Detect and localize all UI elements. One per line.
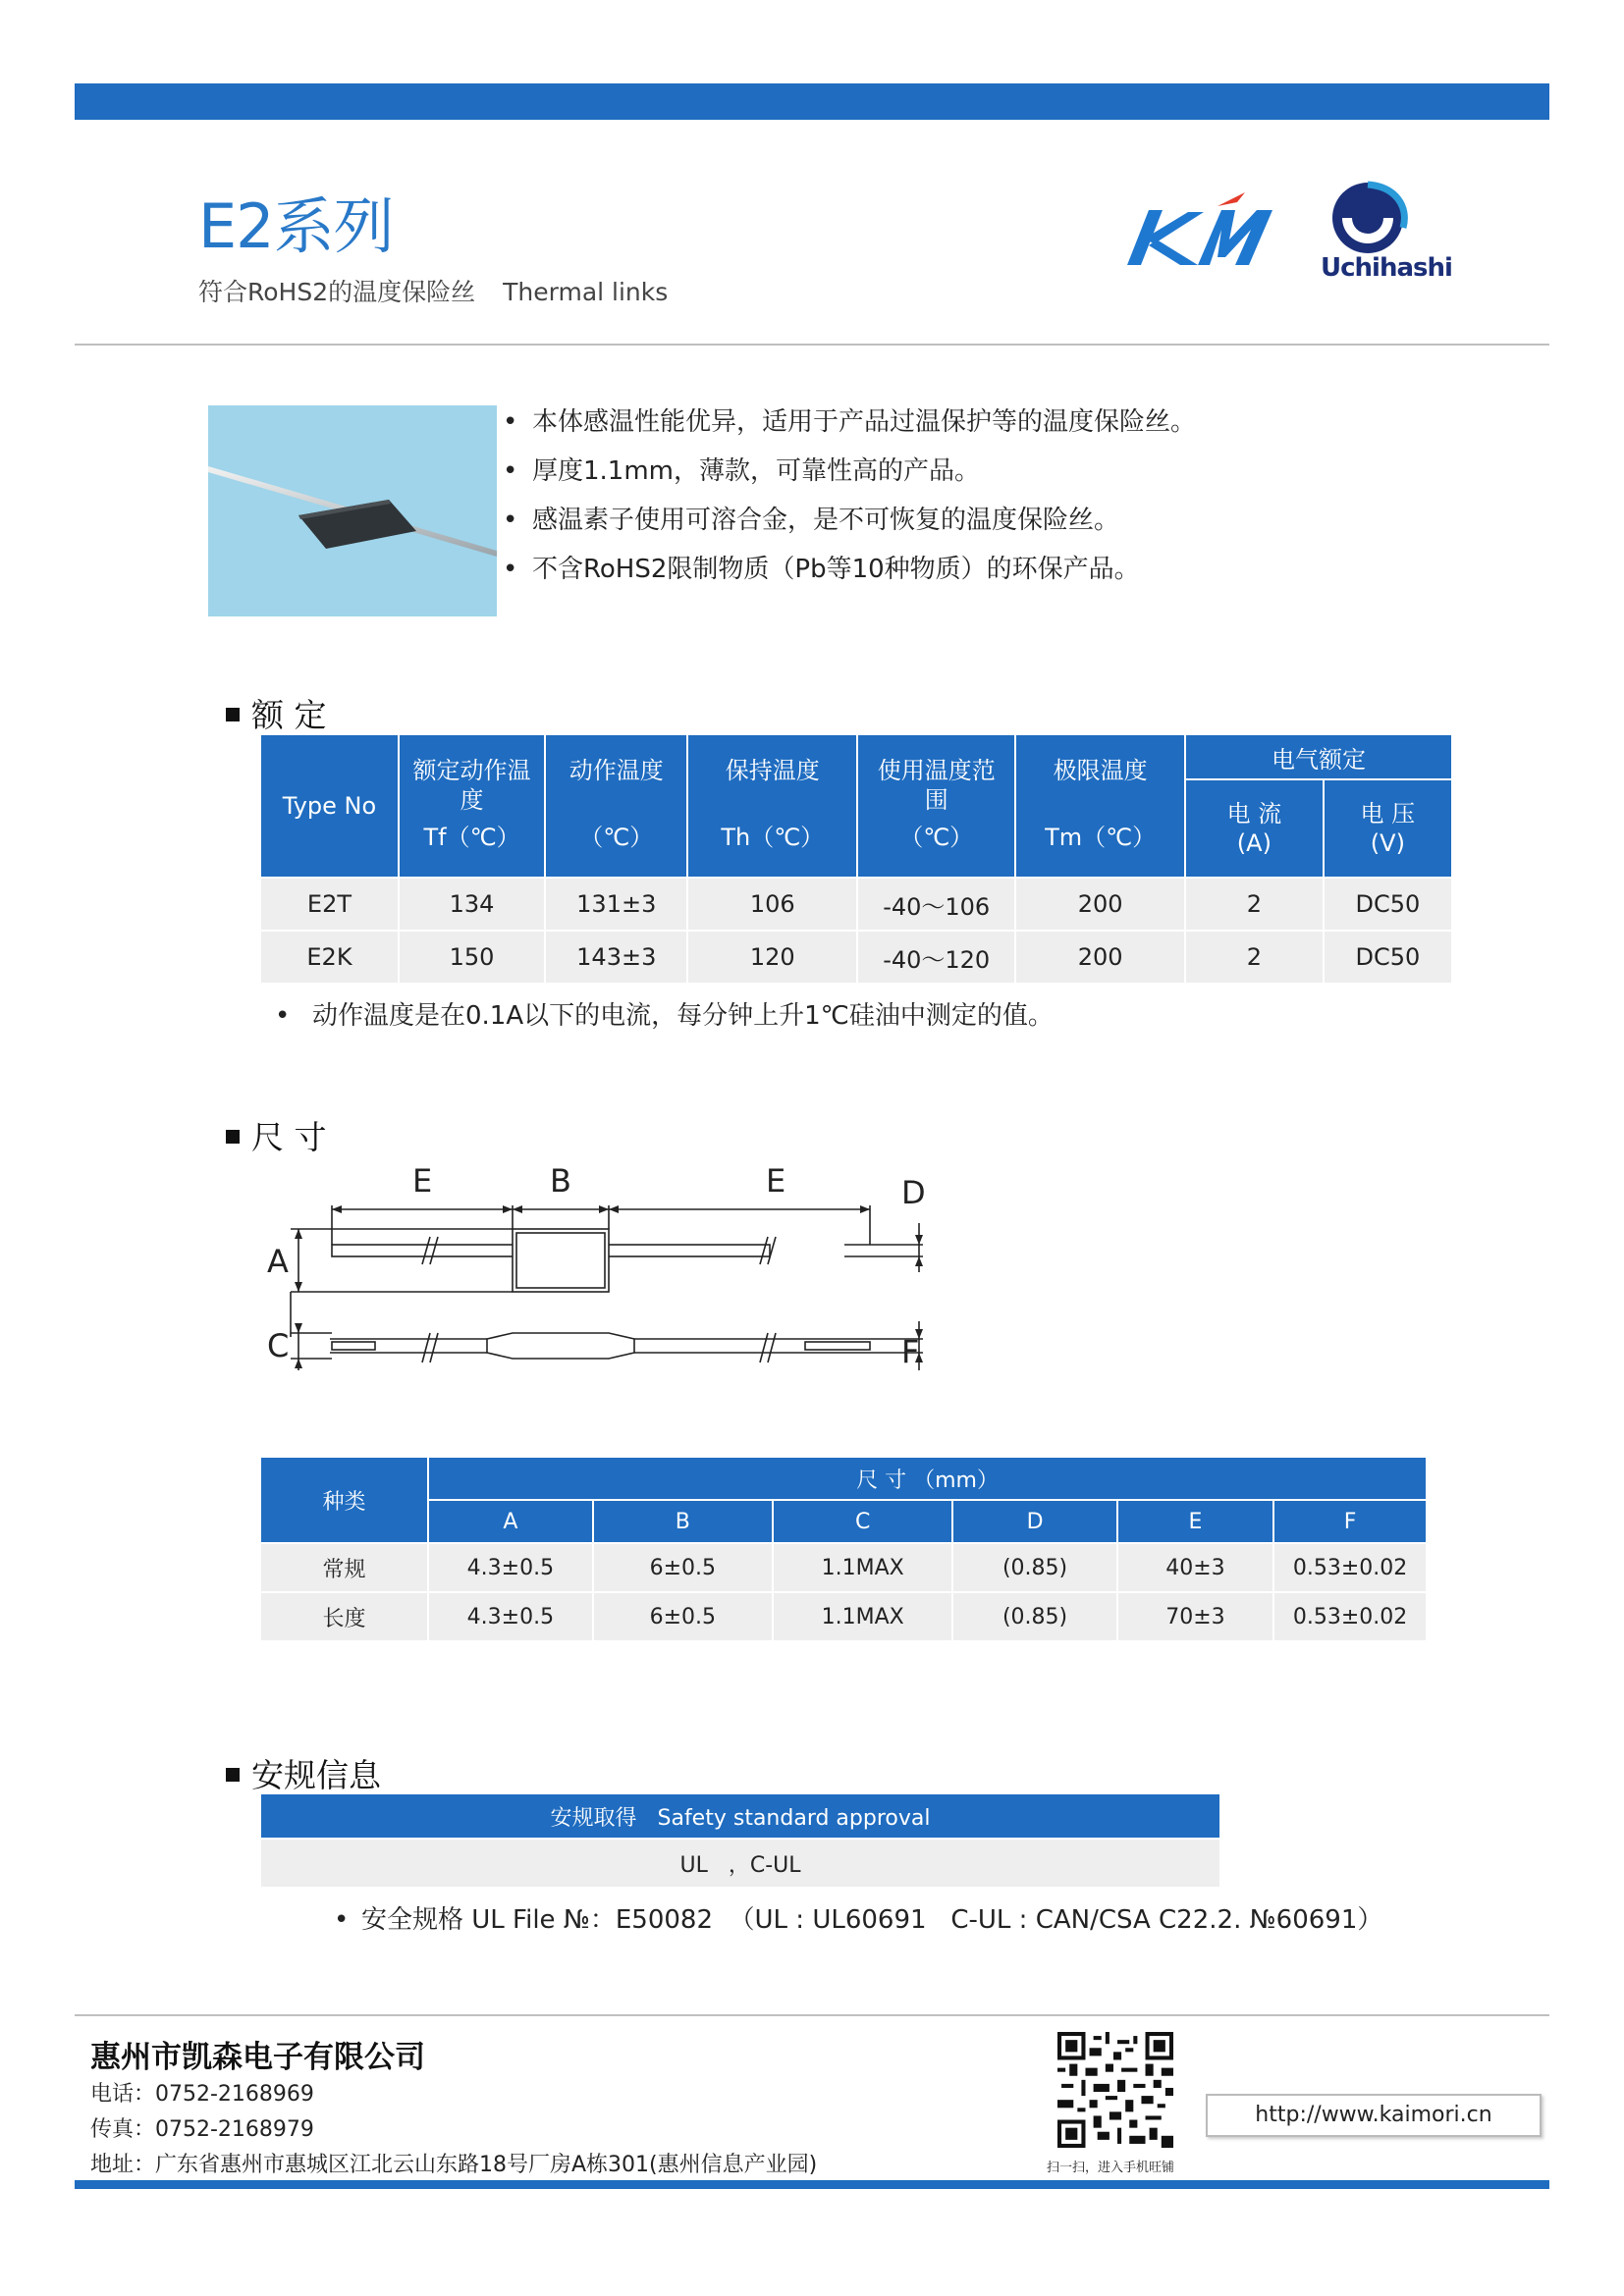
dim-label-b: B xyxy=(550,1162,571,1200)
th-operating: 动作温度 （℃） xyxy=(546,735,686,877)
th-current: 电 流 (A) xyxy=(1186,780,1323,877)
dim-label-e: E xyxy=(412,1162,433,1200)
qr-caption: 扫一扫，进入手机旺铺 xyxy=(1047,2161,1175,2175)
rating-heading: 额 定 xyxy=(226,690,327,736)
feature-item: • 不含RoHS2限制物质（Pb等10种物质）的环保产品。 xyxy=(503,555,1140,584)
series-title: E2系列 xyxy=(198,190,394,262)
th-type-no: Type No xyxy=(261,735,398,877)
feature-item: • 感温素子使用可溶合金，是不可恢复的温度保险丝。 xyxy=(503,506,1120,535)
product-photo xyxy=(208,405,497,616)
th-size: 尺 寸 （mm） xyxy=(429,1458,1426,1499)
dim-label-f: F xyxy=(901,1333,920,1370)
th-range: 使用温度范 围 （℃） xyxy=(858,735,1014,877)
table-row: E2T 134 131±3 106 -40～106 200 2 DC50 xyxy=(261,879,1451,930)
dim-label-e2: E xyxy=(766,1162,786,1200)
safety-approval-value: UL ，C-UL xyxy=(261,1840,1219,1887)
safety-note: • 安全规格 UL File №：E50082 （UL : UL60691 C-UL : CAN/CSA C22.2. №60691） xyxy=(334,1905,1383,1935)
dimension-drawing xyxy=(255,1154,952,1439)
table-row: 长度 4.3±0.5 6±0.5 1.1MAX (0.85) 70±3 0.53±0.02 xyxy=(261,1593,1426,1640)
feature-item: • 本体感温性能优异，适用于产品过温保护等的温度保险丝。 xyxy=(503,407,1197,437)
company-name: 惠州市凯森电子有限公司 xyxy=(90,2040,425,2075)
subtitle-cn: 符合RoHS2的温度保险丝 xyxy=(198,278,476,306)
bottom-accent-bar xyxy=(75,2180,1549,2189)
rating-table xyxy=(259,733,1453,985)
fax: 传真：0752-2168979 xyxy=(90,2117,314,2142)
address: 地址：广东省惠州市惠城区江北云山东路18号厂房A栋301(惠州信息产业园) xyxy=(90,2153,818,2177)
top-accent-bar xyxy=(75,83,1549,120)
th-voltage: 电 压 (V) xyxy=(1325,780,1451,877)
th-safety-approval: 安规取得 Safety standard approval xyxy=(261,1794,1219,1838)
table-row: E2K 150 143±3 120 -40～120 200 2 DC50 xyxy=(261,932,1451,983)
feature-item: • 厚度1.1mm，薄款，可靠性高的产品。 xyxy=(503,456,981,486)
th-holding: 保持温度 Th（℃） xyxy=(688,735,856,877)
dimension-heading: 尺 寸 xyxy=(226,1112,327,1158)
safety-table xyxy=(259,1792,1221,1889)
km-logo xyxy=(1119,187,1306,275)
th-electric: 电气额定 xyxy=(1186,735,1451,778)
rating-note: • 动作温度是在0.1A以下的电流，每分钟上升1℃硅油中测定的值。 xyxy=(275,1001,1054,1031)
dim-label-d: D xyxy=(901,1174,926,1211)
dim-label-c: C xyxy=(267,1327,290,1364)
feature-list xyxy=(503,398,1196,594)
subtitle-en: Thermal links xyxy=(503,278,669,306)
footer-divider xyxy=(75,2014,1549,2016)
th-limit: 极限温度 Tm（℃） xyxy=(1016,735,1184,877)
qr-code-icon[interactable] xyxy=(1057,2032,1173,2148)
th-tf: 额定动作温度 Tf（℃） xyxy=(400,735,544,877)
uchihashi-logo-icon xyxy=(1321,177,1429,255)
website-link[interactable]: http://www.kaimori.cn xyxy=(1206,2094,1542,2137)
dimension-table: 种类 尺 寸 （mm） A B C D E F 常规 4.3±0.5 6±0.5 1.1MAX (0.85) 40±3 0.53±0.02 长度 4.3±0.5 6±0.5 1.1MAX (0.85) 70±3 0.53±0.02 xyxy=(259,1456,1428,1642)
subtitle xyxy=(198,273,668,308)
header-divider xyxy=(75,344,1549,346)
phone: 电话：0752-2168969 xyxy=(90,2082,314,2107)
th-kind: 种类 xyxy=(261,1458,427,1542)
dim-label-a: A xyxy=(267,1243,289,1280)
uchihashi-wordmark: Uchihashi xyxy=(1321,253,1452,283)
table-row: 常规 4.3±0.5 6±0.5 1.1MAX (0.85) 40±3 0.53±0.02 xyxy=(261,1544,1426,1591)
safety-heading: 安规信息 xyxy=(226,1750,381,1796)
